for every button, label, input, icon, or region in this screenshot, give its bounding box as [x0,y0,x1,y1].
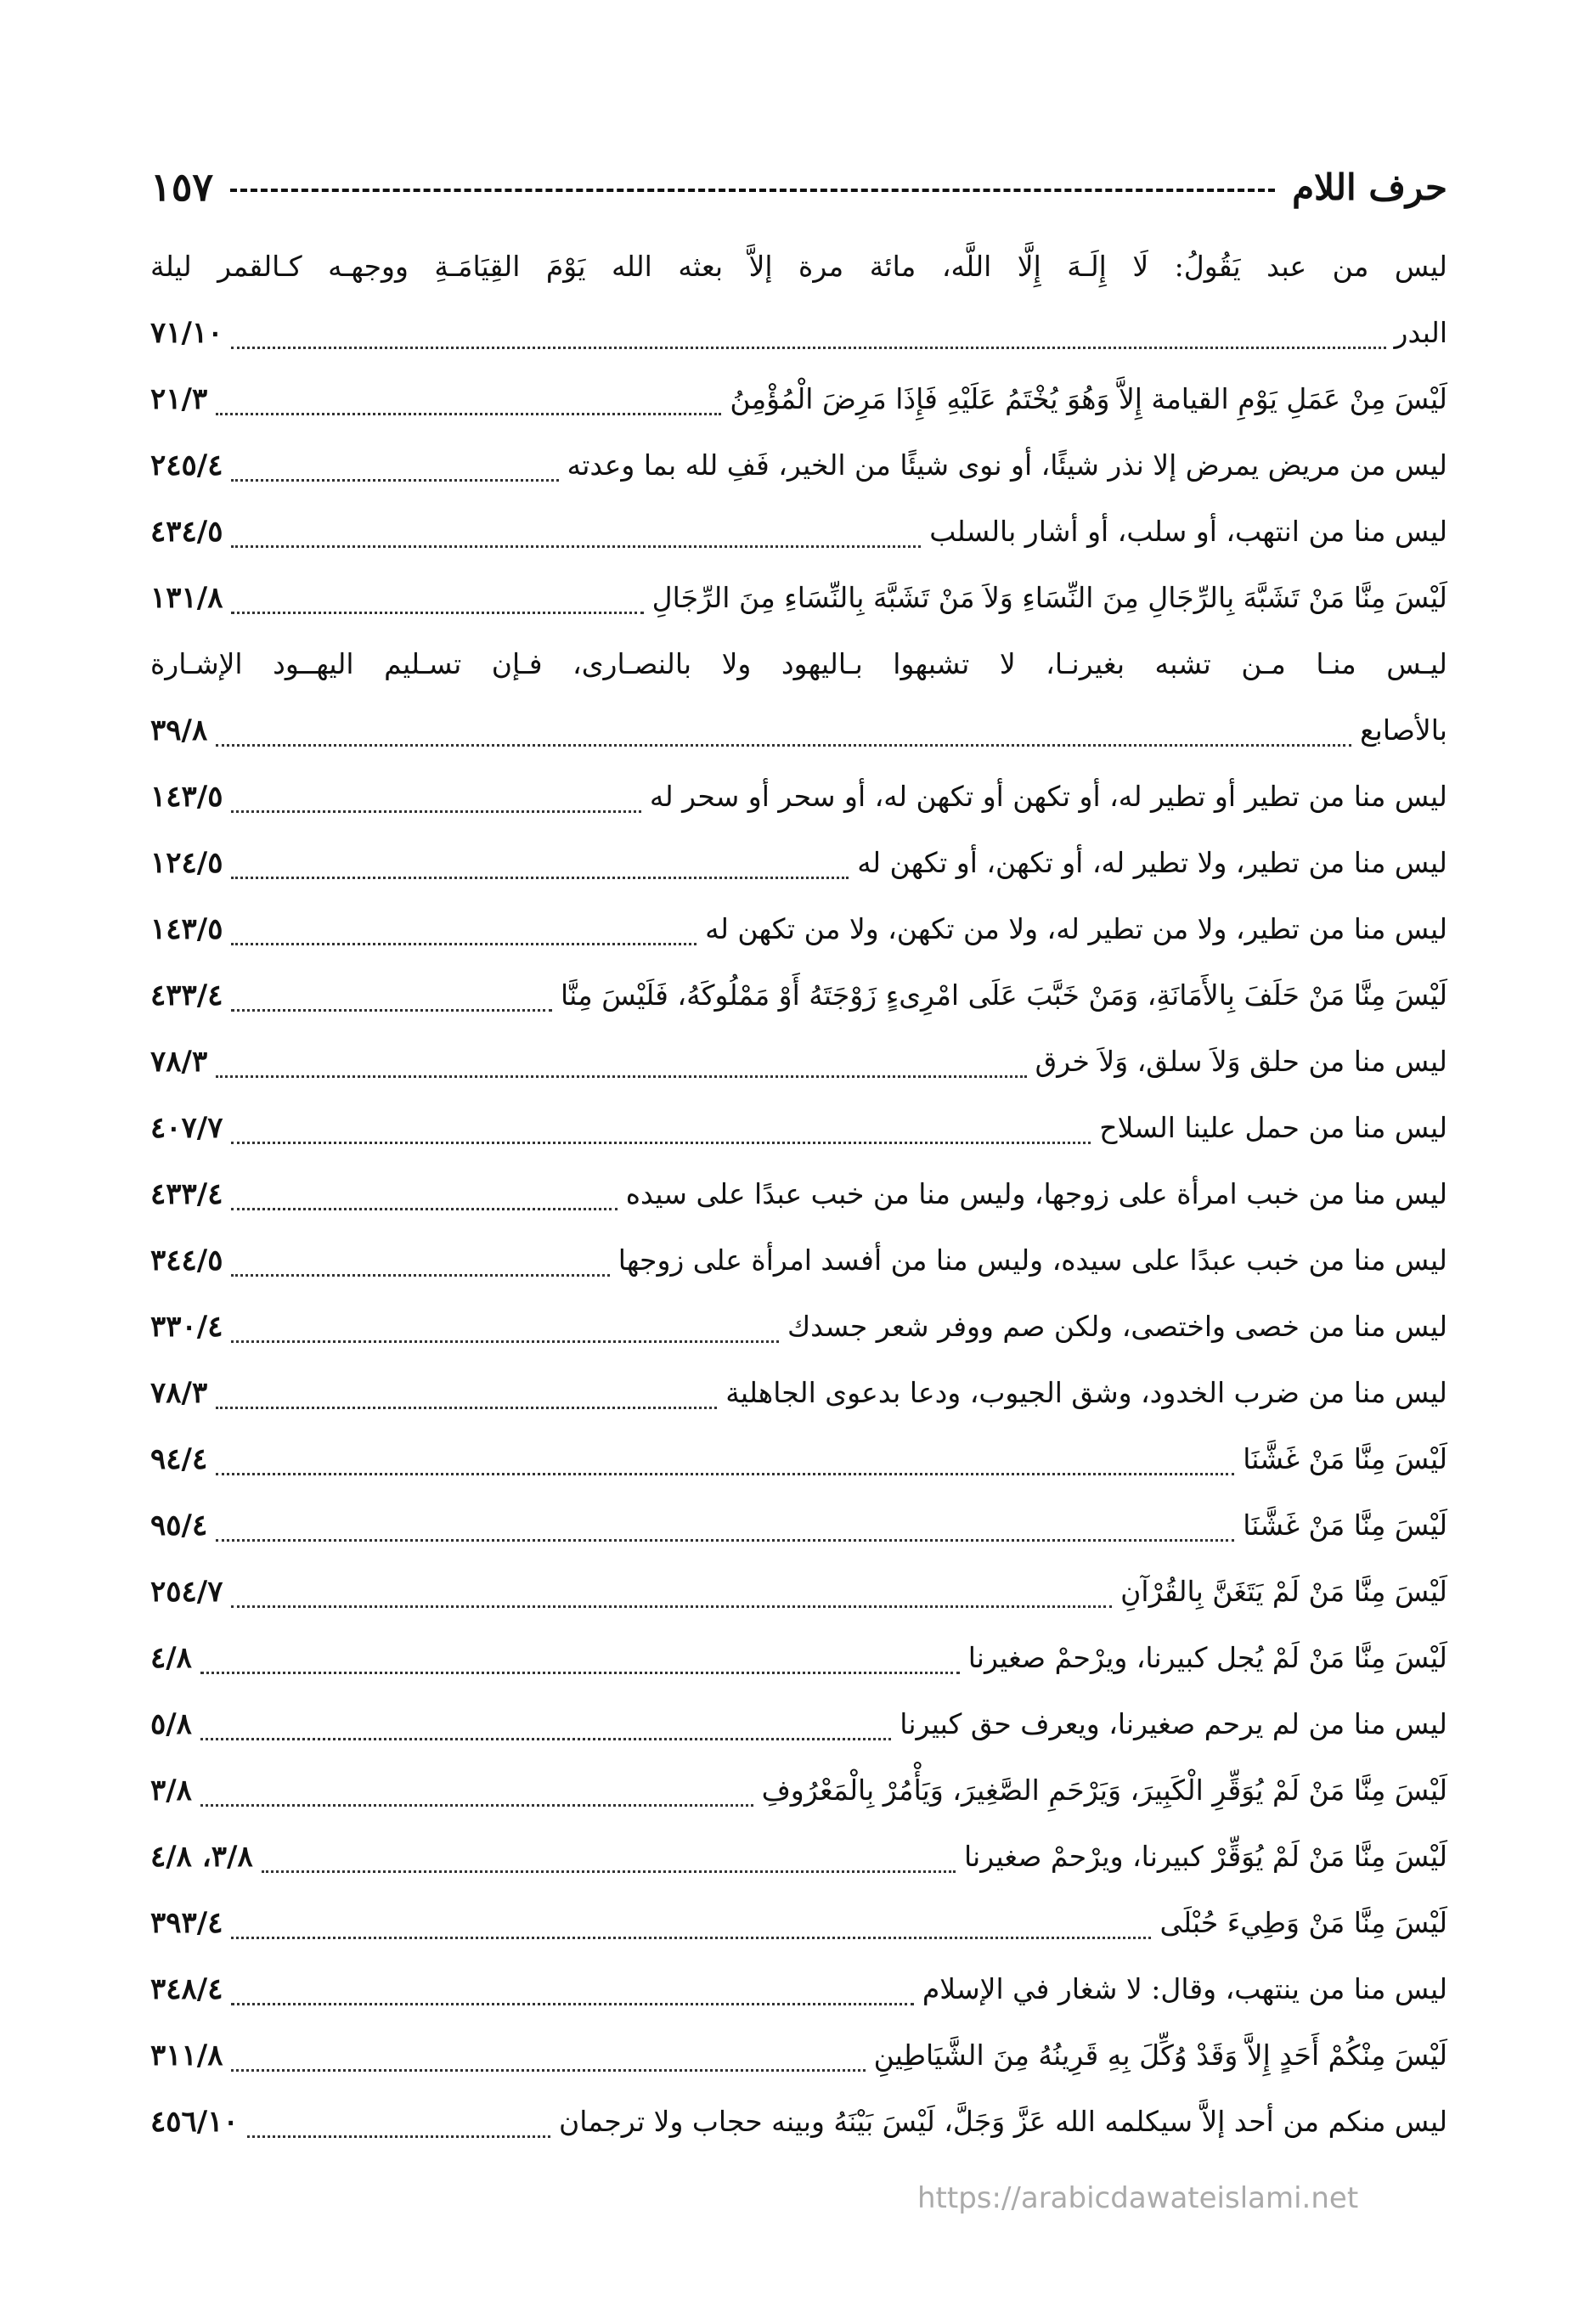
entry-reference: ٤٠٧/٧ [150,1111,223,1145]
entry-reference: ٣٤٨/٤ [150,1972,223,2006]
entry-text: لَيْسَ مِنَّا مَنْ لَمْ يُوَقِّرْ كبيرنا، ويرْحمْ صغيرنا [964,1840,1447,1873]
index-entry [150,2022,1447,2089]
index-entry [150,830,1447,896]
entry-text: لَيْسَ مِنَّا مَنْ وَطِيءَ حُبْلَى [1159,1906,1447,1939]
index-entry [150,1426,1447,1492]
dot-leader [216,1473,1234,1475]
index-entry [150,1492,1447,1559]
entry-text: ليس منا من خصى واختصى، ولكن صم ووفر شعر جسدك [787,1310,1447,1343]
index-entry [150,1625,1447,1691]
dot-leader [216,744,1351,747]
index-entry [150,1227,1447,1294]
entry-text: ليس من مريض يمرض إلا نذر شيئًا، أو نوى شيئًا من الخير، فَفِ لله بما وعدته [567,448,1447,482]
entry-reference: ٣٩/٨ [150,713,208,747]
entry-reference: ١٤٣/٥ [150,912,223,946]
entry-reference: ٣/٨ [150,1774,192,1808]
index-entry [150,1757,1447,1824]
entry-text: لَيْسَ مِنَّا مَنْ حَلَفَ بِالأَمَانَةِ، وَمَنْ خَبَّبَ عَلَى امْرِىءٍ زَوْجَتَهُ أَوْ مَمْلُوكَهُ، فَلَيْسَ مِنَّا [561,979,1447,1012]
dot-leader [231,1605,1112,1608]
index-entry [150,366,1447,432]
index-entry [150,1029,1447,1095]
entry-text: ليـس منـا مـن تشبه بغيرنـا، لا تشبهوا بـاليهود ولا بالنصـارى، فـإن تسـليم اليهــود الإشـارة [150,647,1447,680]
index-entry [150,1691,1447,1757]
entry-reference: ٢٥٤/٧ [150,1575,223,1609]
entry-reference: ٣١١/٨ [150,2039,223,2073]
entry-text: ليس منا من تطير أو تطير له، أو تكهن أو تكهن له، أو سحر أو سحر له [649,780,1447,813]
dot-leader [216,413,721,415]
watermark-url: https://arabicdawateislami.net [917,2181,1359,2215]
entry-text: ليس منا من ينتهب، وقال: لا شغار في الإسلام [922,1972,1447,2005]
dot-leader [231,347,1385,349]
page-header [150,157,1447,217]
dot-leader [231,943,696,945]
entry-reference: ٤٥٦/١٠ [150,2105,239,2139]
index-entry [150,1095,1447,1161]
dot-leader [231,545,921,548]
entry-reference: ٣٩٣/٤ [150,1906,223,1940]
index-entry [150,1161,1447,1227]
index-entry [150,631,1447,764]
entry-reference: ٧٨/٣ [150,1376,208,1410]
entry-text: لَيْسَ مِنْ عَمَلِ يَوْمِ القيامة إِلاَّ وَهُوَ يُخْتَمُ عَلَيْهِ فَإِذَا مَرِضَ الْمُؤْمِنُ [730,382,1447,415]
entry-text: ليس منا من تطير، ولا من تطير له، ولا من تكهن، ولا من تكهن له [705,912,1447,945]
index-entry [150,1360,1447,1426]
index-entry [150,234,1447,366]
dot-leader [231,1274,609,1277]
dot-leader [231,479,558,482]
entry-reference: ٣٣٠/٤ [150,1310,223,1344]
index-entry [150,1890,1447,1956]
entry-reference: ٩٤/٤ [150,1442,208,1476]
entry-text: ليس منا من ضرب الخدود، وشق الجيوب، ودعا بدعوى الجاهلية [725,1376,1447,1409]
entry-text: لَيْسَ مِنَّا مَنْ لَمْ يُجل كبيرنا، ويرْحمْ صغيرنا [967,1641,1447,1674]
dot-leader [231,1009,552,1012]
dot-leader [231,810,640,813]
dot-leader [231,2003,913,2005]
entry-reference: ٧٨/٣ [150,1045,208,1079]
entry-text: ليس منكم من أحد إلاَّ سيكلمه الله عَزَّ وَجَلَّ، لَيْسَ بَيْنَهُ وبينه حجاب ولا ترجمان [558,2105,1447,2138]
dot-leader [200,1804,753,1807]
entry-reference: ٧١/١٠ [150,316,223,350]
dot-leader [231,1142,1091,1144]
entry-reference: ٩٥/٤ [150,1509,208,1543]
entry-reference: ٢١/٣ [150,382,208,416]
dot-leader [231,612,643,614]
entry-reference: ١٢٤/٥ [150,846,223,880]
dot-leader [231,877,849,879]
entry-text: ليس منا من حمل علينا السلاح [1099,1111,1447,1144]
dot-leader [200,1738,891,1740]
dot-leader [231,1340,778,1343]
dot-leader [231,2069,865,2072]
dot-leader [216,1539,1234,1542]
entry-text-continuation: البدر [1394,316,1447,349]
index-entry [150,962,1447,1029]
entry-text: لَيْسَ مِنْكُمْ أَحَدٍ إِلاَّ وَقَدْ وُكِّلَ بِهِ قَرِينُهُ مِنَ الشَّيَاطِينِ [873,2039,1447,2072]
entry-text: ليس منا من لم يرحم صغيرنا، ويعرف حق كبيرنا [900,1707,1447,1740]
entry-reference: ١٣١/٨ [150,581,223,615]
index-entry [150,1824,1447,1890]
entry-text-continuation: بالأصابع [1360,713,1447,747]
dot-leader [216,1075,1026,1078]
dot-leader [200,1672,960,1674]
dot-leader [262,1870,956,1873]
header-dashed-rule [230,189,1275,192]
index-entry [150,2089,1447,2155]
dot-leader [247,2135,550,2138]
hadith-index-list [150,234,1447,2155]
dot-leader [231,1937,1151,1939]
dot-leader [231,1208,617,1210]
entry-text: ليس منا من خبب امرأة على زوجها، وليس منا من خبب عبدًا على سيده [625,1177,1447,1210]
entry-text: ليس منا من تطير، ولا تطير له، أو تكهن، أو تكهن له [857,846,1447,879]
entry-reference: ٣٤٤/٥ [150,1244,223,1277]
index-entry [150,896,1447,962]
index-entry [150,565,1447,631]
index-entry [150,1956,1447,2022]
dot-leader [216,1407,717,1409]
chapter-title: حرف اللام [1292,166,1447,208]
entry-text: ليس منا من حلق وَلاَ سلق، وَلاَ خرق [1035,1045,1447,1078]
index-entry [150,499,1447,565]
entry-text: لَيْسَ مِنَّا مَنْ غَشَّنَا [1243,1509,1447,1542]
entry-text: لَيْسَ مِنَّا مَنْ غَشَّنَا [1243,1442,1447,1475]
entry-reference: ٤٣٣/٤ [150,979,223,1012]
entry-reference: ٣/٨، ٤/٨ [150,1840,253,1874]
index-entry [150,1294,1447,1360]
entry-reference: ٤٣٣/٤ [150,1177,223,1211]
page-number: ١٥٧ [150,164,214,210]
entry-text: ليس منا من انتهب، أو سلب، أو أشار بالسلب [929,515,1447,548]
entry-text: ليس منا من خبب عبدًا على سيده، وليس منا من أفسد امرأة على زوجها [618,1244,1447,1277]
entry-text: لَيْسَ مِنَّا مَنْ تَشَبَّهَ بِالرِّجَالِ مِنَ النِّسَاءِ وَلاَ مَنْ تَشَبَّهَ بِالنِّسَاءِ مِنَ الرِّجَالِ [651,581,1447,614]
entry-reference: ٥/٨ [150,1707,192,1741]
entry-reference: ٢٤٥/٤ [150,448,223,482]
index-entry [150,1559,1447,1625]
index-entry [150,432,1447,499]
entry-reference: ٤/٨ [150,1641,192,1675]
entry-reference: ٤٣٤/٥ [150,515,223,549]
entry-reference: ١٤٣/٥ [150,780,223,814]
entry-text: لَيْسَ مِنَّا مَنْ لَمْ يَتَغَنَّ بِالقُرْآنِ [1120,1575,1447,1608]
entry-text: ليس من عبد يَقُولُ: لَا إِلَـهَ إِلَّا اللَّه، مائة مرة إلاَّ بعثه الله يَوْمَ القِيَامَـةِ ووجهـه كـالقمر ليلة [150,250,1447,283]
index-entry [150,764,1447,830]
entry-text: لَيْسَ مِنَّا مَنْ لَمْ يُوَقِّرِ الْكَبِيرَ، وَيَرْحَمِ الصَّغِيرَ، وَيَأْمُرْ بِالْمَعْرُوفِ [761,1774,1447,1807]
